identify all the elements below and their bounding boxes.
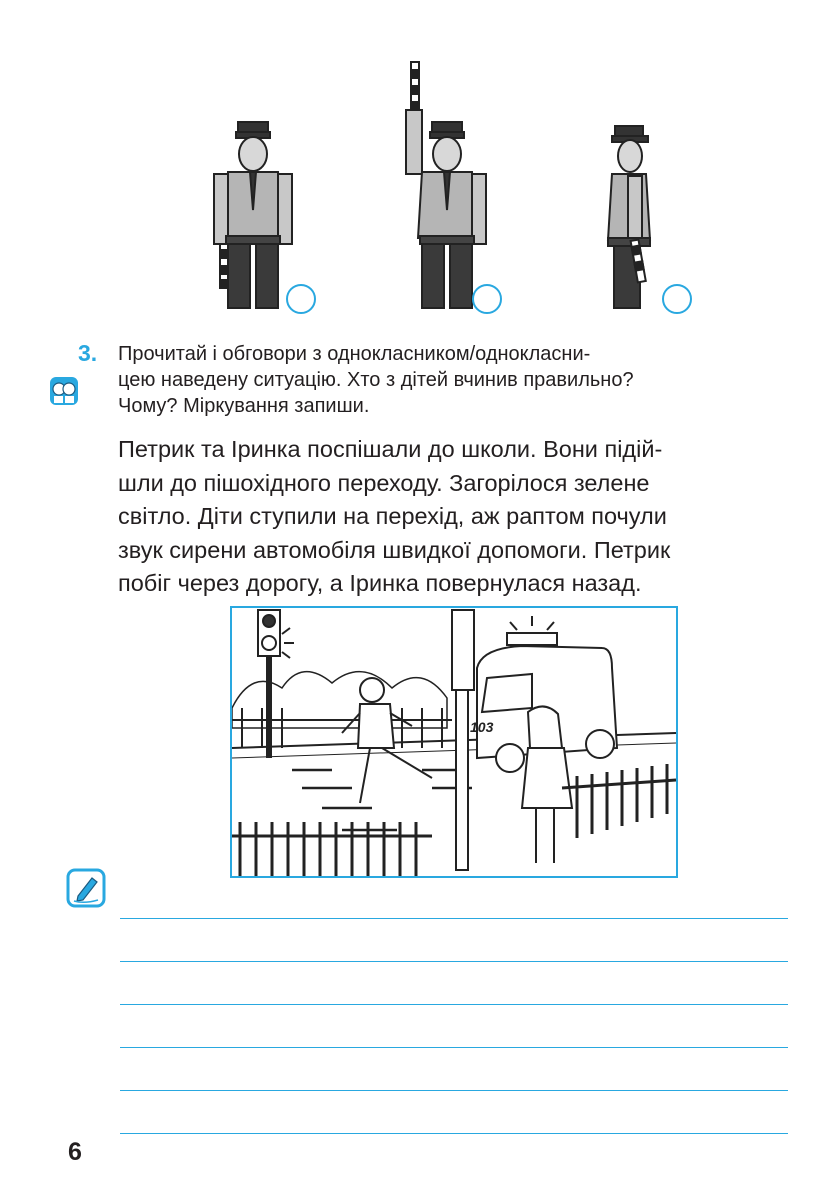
ambulance-number: 103 — [470, 719, 494, 735]
story-line: побіг через дорогу, а Іринка повернулася назад. — [118, 570, 642, 597]
answer-line[interactable] — [120, 1004, 788, 1005]
answer-circle-2[interactable] — [472, 284, 502, 314]
story-line: Петрик та Іринка поспішали до школи. Вони підій- — [118, 436, 663, 462]
instruction-line: Чому? Міркування запиши. — [118, 395, 370, 417]
answer-circle-3[interactable] — [662, 284, 692, 314]
traffic-officers-drawing — [210, 60, 710, 322]
story-line: звук сирени автомобіля швидкої допомоги. Петрик — [118, 536, 671, 563]
crossing-illustration — [230, 606, 678, 878]
pair-work-icon — [50, 377, 78, 405]
task-number: 3. — [78, 340, 98, 366]
instruction-line: Прочитай і обговори з однокласником/однокласни- — [118, 343, 591, 365]
story-line: світло. Діти ступили на перехід, аж раптом почули — [118, 503, 667, 530]
story-line: шли до пішохідного переходу. Загорілося зелене — [118, 469, 650, 496]
officer-front-baton-down — [214, 122, 292, 308]
traffic-officer-illustrations — [210, 60, 710, 322]
officer-front-baton-up — [406, 62, 486, 308]
answer-circle-1[interactable] — [286, 284, 316, 314]
answer-line[interactable] — [120, 1047, 788, 1048]
story-text — [118, 433, 798, 601]
task-instruction — [118, 341, 808, 419]
instruction-line: цею наведену ситуацію. Хто з дітей вчинив правильно? — [118, 369, 634, 391]
page-number: 6 — [68, 1138, 82, 1166]
answer-line[interactable] — [120, 1090, 788, 1091]
answer-line[interactable] — [120, 961, 788, 962]
crossing-drawing — [232, 608, 676, 876]
answer-line[interactable] — [120, 1133, 788, 1134]
answer-line[interactable] — [120, 918, 788, 919]
pencil-icon — [66, 868, 106, 908]
officer-side-view — [608, 126, 650, 308]
